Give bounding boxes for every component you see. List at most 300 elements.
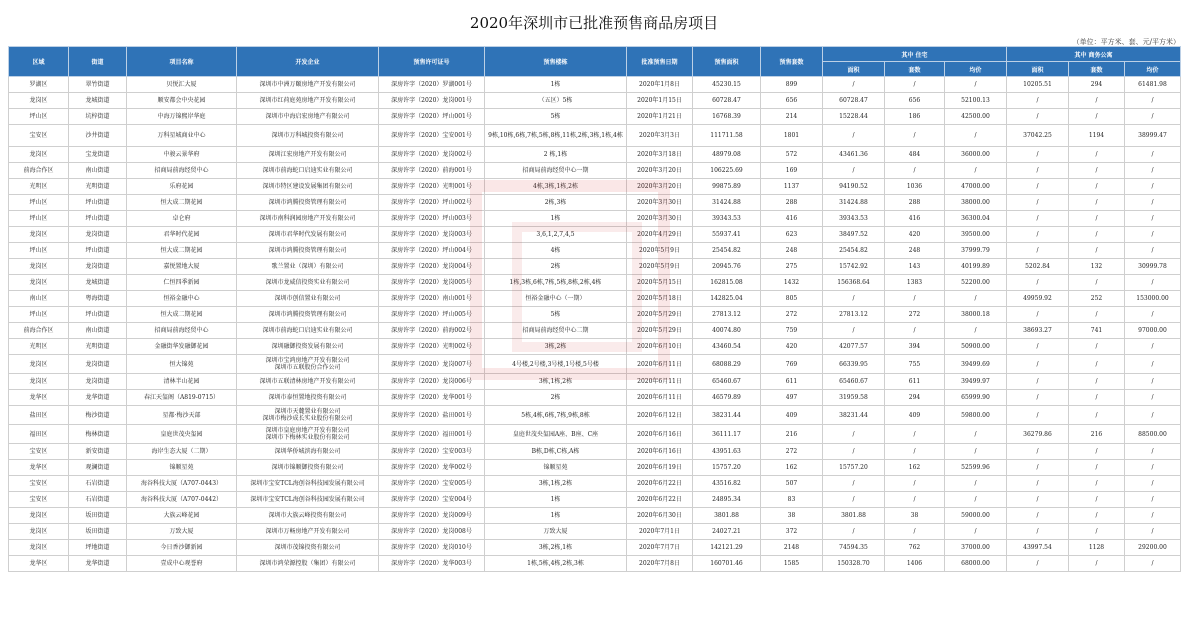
cell-district: 龙华区 xyxy=(9,556,69,572)
cell-res-area: / xyxy=(823,291,885,307)
cell-project: 锦顺星苑 xyxy=(127,460,237,476)
cell-res-area: / xyxy=(823,444,885,460)
cell-developer: 深圳市鸿腾投资管理有限公司 xyxy=(237,195,379,211)
cell-units: 572 xyxy=(761,147,823,163)
cell-res-units: 394 xyxy=(885,339,945,355)
cell-com-price: 30999.78 xyxy=(1125,259,1181,275)
cell-district: 宝安区 xyxy=(9,444,69,460)
cell-units: 420 xyxy=(761,339,823,355)
cell-street: 翠竹街道 xyxy=(69,77,127,93)
cell-com-area: / xyxy=(1007,93,1069,109)
cell-street: 粤海街道 xyxy=(69,291,127,307)
cell-res-units: 409 xyxy=(885,406,945,425)
cell-com-price: / xyxy=(1125,556,1181,572)
cell-project: 皇庭世茂央玺园 xyxy=(127,425,237,444)
cell-res-units: / xyxy=(885,291,945,307)
cell-units: 611 xyxy=(761,374,823,390)
cell-district: 前海合作区 xyxy=(9,163,69,179)
cell-units: 1585 xyxy=(761,556,823,572)
cell-units: 272 xyxy=(761,444,823,460)
cell-street: 梅沙街道 xyxy=(69,406,127,425)
cell-com-area: / xyxy=(1007,179,1069,195)
cell-res-area: / xyxy=(823,323,885,339)
cell-date: 2020年6月12日 xyxy=(627,406,693,425)
cell-com-units: 1128 xyxy=(1069,540,1125,556)
cell-buildings: 4栋 xyxy=(485,243,627,259)
cell-street: 光明街道 xyxy=(69,179,127,195)
cell-res-price: 37000.00 xyxy=(945,540,1007,556)
cell-buildings: 3栋,2栋 xyxy=(485,339,627,355)
cell-developer: 深圳市万畅房地产开发有限公司 xyxy=(237,524,379,540)
cell-date: 2020年6月16日 xyxy=(627,444,693,460)
cell-street: 龙城街道 xyxy=(69,275,127,291)
cell-date: 2020年7月1日 xyxy=(627,524,693,540)
cell-buildings: 3栋,2栋,1栋 xyxy=(485,540,627,556)
cell-res-price: / xyxy=(945,125,1007,147)
cell-district: 龙华区 xyxy=(9,390,69,406)
cell-res-units: / xyxy=(885,125,945,147)
cell-res-price: / xyxy=(945,524,1007,540)
table-row xyxy=(9,211,1181,227)
cell-units: 759 xyxy=(761,323,823,339)
cell-units: 372 xyxy=(761,524,823,540)
cell-com-units: / xyxy=(1069,243,1125,259)
cell-area: 43460.54 xyxy=(693,339,761,355)
cell-permit: 深房许字（2020）宝安005号 xyxy=(379,476,485,492)
cell-street: 坪山街道 xyxy=(69,211,127,227)
cell-units: 507 xyxy=(761,476,823,492)
cell-district: 龙岗区 xyxy=(9,508,69,524)
cell-com-area: 43997.54 xyxy=(1007,540,1069,556)
cell-buildings: 2 栋,1栋 xyxy=(485,147,627,163)
cell-com-price: / xyxy=(1125,355,1181,374)
cell-developer: 深圳市皇庭房地产开发有限公司 深圳市下梅林实业股份有限公司 xyxy=(237,425,379,444)
cell-res-price: 39500.00 xyxy=(945,227,1007,243)
cell-buildings: 3,6,1,2,7,4,5 xyxy=(485,227,627,243)
cell-com-units: / xyxy=(1069,492,1125,508)
cell-com-area: / xyxy=(1007,211,1069,227)
cell-developer: 歌兰置业（深圳）有限公司 xyxy=(237,259,379,275)
cell-district: 光明区 xyxy=(9,339,69,355)
cell-com-area: / xyxy=(1007,307,1069,323)
cell-permit: 深房许字（2020）龙岗006号 xyxy=(379,374,485,390)
cell-res-area: 15757.20 xyxy=(823,460,885,476)
cell-com-area: / xyxy=(1007,374,1069,390)
cell-buildings: 1栋,5栋,4栋,2栋,3栋 xyxy=(485,556,627,572)
cell-permit: 深房许字（2020）宝安003号 xyxy=(379,444,485,460)
header-area: 预售面积 xyxy=(693,47,761,77)
cell-project: 仁恒四季新园 xyxy=(127,275,237,291)
cell-permit: 深房许字（2020）龙岗004号 xyxy=(379,259,485,275)
cell-permit: 深房许字（2020）坪山003号 xyxy=(379,211,485,227)
cell-developer: 深圳市前海蛇口启迪实业有限公司 xyxy=(237,323,379,339)
cell-res-price: / xyxy=(945,444,1007,460)
cell-date: 2020年5月15日 xyxy=(627,275,693,291)
cell-res-area: 27813.12 xyxy=(823,307,885,323)
cell-district: 坪山区 xyxy=(9,109,69,125)
cell-com-area: / xyxy=(1007,390,1069,406)
cell-permit: 深房许字（2020）龙岗008号 xyxy=(379,524,485,540)
cell-units: 83 xyxy=(761,492,823,508)
cell-street: 龙岗街道 xyxy=(69,374,127,390)
cell-area: 16768.39 xyxy=(693,109,761,125)
cell-date: 2020年3月20日 xyxy=(627,179,693,195)
cell-permit: 深房许字（2020）龙岗009号 xyxy=(379,508,485,524)
cell-res-units: 1036 xyxy=(885,179,945,195)
cell-com-area: / xyxy=(1007,243,1069,259)
cell-res-area: 66339.95 xyxy=(823,355,885,374)
cell-com-price: / xyxy=(1125,508,1181,524)
cell-developer: 深圳市中洲万颐房地产开发有限公司 xyxy=(237,77,379,93)
cell-com-area: / xyxy=(1007,444,1069,460)
cell-com-price: / xyxy=(1125,444,1181,460)
cell-permit: 深房许字（2020）龙华002号 xyxy=(379,460,485,476)
cell-area: 160701.46 xyxy=(693,556,761,572)
cell-res-units: 272 xyxy=(885,307,945,323)
cell-area: 38231.44 xyxy=(693,406,761,425)
cell-street: 宝龙街道 xyxy=(69,147,127,163)
cell-developer: 深圳市创信置业有限公司 xyxy=(237,291,379,307)
table-row xyxy=(9,275,1181,291)
cell-res-price: 59000.00 xyxy=(945,508,1007,524)
cell-buildings: 5栋,4栋,6栋,7栋,9栋,8栋 xyxy=(485,406,627,425)
cell-street: 龙岗街道 xyxy=(69,355,127,374)
cell-date: 2020年6月11日 xyxy=(627,390,693,406)
cell-res-price: / xyxy=(945,425,1007,444)
table-row xyxy=(9,291,1181,307)
cell-com-units: / xyxy=(1069,406,1125,425)
cell-district: 宝安区 xyxy=(9,492,69,508)
cell-res-price: / xyxy=(945,77,1007,93)
cell-com-units: / xyxy=(1069,374,1125,390)
table-row xyxy=(9,374,1181,390)
cell-district: 坪山区 xyxy=(9,307,69,323)
cell-permit: 深房许字（2020）龙华001号 xyxy=(379,390,485,406)
cell-permit: 深房许字（2020）龙岗003号 xyxy=(379,227,485,243)
cell-area: 20945.76 xyxy=(693,259,761,275)
cell-district: 龙岗区 xyxy=(9,227,69,243)
cell-buildings: 万致大厦 xyxy=(485,524,627,540)
cell-com-units: / xyxy=(1069,163,1125,179)
cell-buildings: 4栋,3栋,1栋,2栋 xyxy=(485,179,627,195)
cell-units: 2148 xyxy=(761,540,823,556)
cell-buildings: 1栋,3栋,6栋,7栋,5栋,8栋,2栋,4栋 xyxy=(485,275,627,291)
cell-com-price: 88500.00 xyxy=(1125,425,1181,444)
cell-res-price: 59800.00 xyxy=(945,406,1007,425)
table-row xyxy=(9,339,1181,355)
cell-res-area: 60728.47 xyxy=(823,93,885,109)
cell-area: 27813.12 xyxy=(693,307,761,323)
cell-date: 2020年7月8日 xyxy=(627,556,693,572)
cell-developer: 深圳华侨城滨海有限公司 xyxy=(237,444,379,460)
cell-buildings: 2栋 xyxy=(485,259,627,275)
cell-buildings: 5栋 xyxy=(485,109,627,125)
cell-units: 275 xyxy=(761,259,823,275)
cell-date: 2020年6月19日 xyxy=(627,460,693,476)
cell-res-area: 150328.70 xyxy=(823,556,885,572)
cell-res-units: / xyxy=(885,425,945,444)
cell-developer: 深圳市南科润园房地产开发有限公司 xyxy=(237,211,379,227)
cell-units: 899 xyxy=(761,77,823,93)
cell-res-units: / xyxy=(885,163,945,179)
cell-area: 60728.47 xyxy=(693,93,761,109)
cell-com-area: / xyxy=(1007,460,1069,476)
cell-com-units: 252 xyxy=(1069,291,1125,307)
cell-buildings: 招商局前海经贸中心一期 xyxy=(485,163,627,179)
cell-res-price: 68000.00 xyxy=(945,556,1007,572)
cell-developer: 深圳市前海蛇口启迪实业有限公司 xyxy=(237,163,379,179)
cell-units: 216 xyxy=(761,425,823,444)
cell-buildings: 锦顺星苑 xyxy=(485,460,627,476)
cell-street: 坑梓街道 xyxy=(69,109,127,125)
cell-res-price: 38000.18 xyxy=(945,307,1007,323)
table-row xyxy=(9,147,1181,163)
cell-permit: 深房许字（2020）龙华003号 xyxy=(379,556,485,572)
cell-date: 2020年5月29日 xyxy=(627,307,693,323)
cell-permit: 深房许字（2020）坪山004号 xyxy=(379,243,485,259)
cell-res-price: 36000.00 xyxy=(945,147,1007,163)
cell-com-units: / xyxy=(1069,460,1125,476)
cell-com-units: / xyxy=(1069,93,1125,109)
cell-res-units: 186 xyxy=(885,109,945,125)
cell-com-units: / xyxy=(1069,147,1125,163)
cell-res-price: 37999.79 xyxy=(945,243,1007,259)
cell-res-price: 47000.00 xyxy=(945,179,1007,195)
cell-res-units: / xyxy=(885,492,945,508)
cell-com-price: / xyxy=(1125,307,1181,323)
cell-units: 272 xyxy=(761,307,823,323)
cell-buildings: 9栋,10栋,6栋,7栋,5栋,8栋,11栋,2栋,3栋,1栋,4栋 xyxy=(485,125,627,147)
cell-date: 2020年7月7日 xyxy=(627,540,693,556)
cell-res-units: 755 xyxy=(885,355,945,374)
cell-com-area: 37042.25 xyxy=(1007,125,1069,147)
cell-district: 坪山区 xyxy=(9,195,69,211)
cell-developer: 深圳市龙威信投资实业有限公司 xyxy=(237,275,379,291)
cell-area: 43516.82 xyxy=(693,476,761,492)
table-row xyxy=(9,259,1181,275)
table-row xyxy=(9,390,1181,406)
cell-date: 2020年1月15日 xyxy=(627,93,693,109)
cell-street: 坂田街道 xyxy=(69,524,127,540)
cell-project: 嘉悦置地大厦 xyxy=(127,259,237,275)
cell-com-units: / xyxy=(1069,390,1125,406)
cell-com-price: / xyxy=(1125,390,1181,406)
cell-res-area: / xyxy=(823,77,885,93)
cell-com-area: / xyxy=(1007,339,1069,355)
table-row xyxy=(9,492,1181,508)
cell-com-units: / xyxy=(1069,211,1125,227)
header-street: 街道 xyxy=(69,47,127,77)
cell-res-units: / xyxy=(885,524,945,540)
cell-com-units: / xyxy=(1069,444,1125,460)
cell-res-units: 248 xyxy=(885,243,945,259)
cell-units: 497 xyxy=(761,390,823,406)
cell-date: 2020年5月18日 xyxy=(627,291,693,307)
cell-district: 龙岗区 xyxy=(9,259,69,275)
cell-street: 新安街道 xyxy=(69,444,127,460)
cell-buildings: 4号楼,2号楼,3号楼,1号楼,5号楼 xyxy=(485,355,627,374)
cell-res-price: / xyxy=(945,291,1007,307)
cell-com-units: / xyxy=(1069,227,1125,243)
cell-project: 金融街华发融御花园 xyxy=(127,339,237,355)
cell-res-area: 42077.57 xyxy=(823,339,885,355)
cell-buildings: 皇庭世茂央玺园A座、B座、C座 xyxy=(485,425,627,444)
cell-developer: 深圳市宝安TCL海创谷科技园发展有限公司 xyxy=(237,476,379,492)
cell-res-area: 43461.36 xyxy=(823,147,885,163)
cell-developer: 深圳市君华时代发展有限公司 xyxy=(237,227,379,243)
cell-date: 2020年6月30日 xyxy=(627,508,693,524)
cell-date: 2020年6月22日 xyxy=(627,492,693,508)
cell-buildings: 5栋 xyxy=(485,307,627,323)
cell-project: 顺安都会中央花园 xyxy=(127,93,237,109)
cell-com-area: / xyxy=(1007,147,1069,163)
table-row xyxy=(9,125,1181,147)
cell-project: 恒大成二期花园 xyxy=(127,243,237,259)
cell-street: 坂田街道 xyxy=(69,508,127,524)
cell-com-units: / xyxy=(1069,355,1125,374)
cell-street: 坪山街道 xyxy=(69,243,127,259)
cell-developer: 深圳市万科城投资有限公司 xyxy=(237,125,379,147)
cell-date: 2020年3月30日 xyxy=(627,211,693,227)
cell-district: 南山区 xyxy=(9,291,69,307)
cell-developer: 深圳市特区建设发展集团有限公司 xyxy=(237,179,379,195)
cell-res-units: / xyxy=(885,323,945,339)
cell-area: 3801.88 xyxy=(693,508,761,524)
cell-res-price: / xyxy=(945,476,1007,492)
cell-com-area: / xyxy=(1007,195,1069,211)
cell-project: 卓仑府 xyxy=(127,211,237,227)
cell-com-units: / xyxy=(1069,339,1125,355)
cell-res-units: / xyxy=(885,476,945,492)
table-row xyxy=(9,444,1181,460)
table-row xyxy=(9,323,1181,339)
cell-project: 大族云峰花园 xyxy=(127,508,237,524)
cell-res-area: 74594.35 xyxy=(823,540,885,556)
cell-permit: 深房许字（2020）宝安001号 xyxy=(379,125,485,147)
cell-com-area: / xyxy=(1007,109,1069,125)
cell-date: 2020年6月11日 xyxy=(627,374,693,390)
cell-street: 坪山街道 xyxy=(69,195,127,211)
cell-developer: 深圳市五联清林房地产开发有限公司 xyxy=(237,374,379,390)
cell-street: 龙华街道 xyxy=(69,556,127,572)
cell-units: 162 xyxy=(761,460,823,476)
cell-units: 805 xyxy=(761,291,823,307)
cell-developer: 深圳市鸿腾投资管理有限公司 xyxy=(237,243,379,259)
table-row xyxy=(9,540,1181,556)
cell-res-price: 39499.69 xyxy=(945,355,1007,374)
cell-res-area: 39343.53 xyxy=(823,211,885,227)
cell-area: 46579.89 xyxy=(693,390,761,406)
cell-date: 2020年1月8日 xyxy=(627,77,693,93)
cell-project: 壹成中心观誉府 xyxy=(127,556,237,572)
cell-com-price: / xyxy=(1125,524,1181,540)
cell-units: 416 xyxy=(761,211,823,227)
cell-permit: 深房许字（2020）光明002号 xyxy=(379,339,485,355)
cell-com-price: 97000.00 xyxy=(1125,323,1181,339)
cell-res-area: / xyxy=(823,524,885,540)
cell-buildings: 3栋,1栋,2栋 xyxy=(485,374,627,390)
cell-buildings: 招商局前海经贸中心二期 xyxy=(485,323,627,339)
cell-com-price: / xyxy=(1125,109,1181,125)
cell-district: 龙华区 xyxy=(9,460,69,476)
cell-com-price: / xyxy=(1125,460,1181,476)
cell-street: 观澜街道 xyxy=(69,460,127,476)
cell-buildings: 1栋 xyxy=(485,211,627,227)
cell-developer: 深圳市天麓置业有限公司 深圳市梅沙成长实业股份有限公司 xyxy=(237,406,379,425)
cell-res-units: 143 xyxy=(885,259,945,275)
cell-buildings: 1栋 xyxy=(485,508,627,524)
cell-res-area: 25454.82 xyxy=(823,243,885,259)
header-com-area: 面积 xyxy=(1007,62,1069,77)
cell-area: 31424.88 xyxy=(693,195,761,211)
unit-note: （单位：平方米、套、元/平方米） xyxy=(1072,38,1180,46)
cell-com-area: 5202.84 xyxy=(1007,259,1069,275)
cell-com-units: / xyxy=(1069,195,1125,211)
cell-project: 贝悦汇大厦 xyxy=(127,77,237,93)
cell-res-price: / xyxy=(945,323,1007,339)
cell-street: 梅林街道 xyxy=(69,425,127,444)
cell-area: 25454.82 xyxy=(693,243,761,259)
cell-date: 2020年5月9日 xyxy=(627,243,693,259)
table-row xyxy=(9,227,1181,243)
cell-units: 409 xyxy=(761,406,823,425)
cell-com-area: 10205.51 xyxy=(1007,77,1069,93)
cell-street: 坪山街道 xyxy=(69,307,127,323)
cell-buildings: 恒裕金融中心（一期） xyxy=(485,291,627,307)
cell-com-price: / xyxy=(1125,406,1181,425)
cell-developer: 深圳市鸿腾投资管理有限公司 xyxy=(237,307,379,323)
cell-project: 恒大成二期花园 xyxy=(127,195,237,211)
header-district: 区域 xyxy=(9,47,69,77)
cell-developer: 深圳融御投资发展有限公司 xyxy=(237,339,379,355)
cell-date: 2020年6月11日 xyxy=(627,355,693,374)
cell-permit: 深房许字（2020）宝安004号 xyxy=(379,492,485,508)
cell-date: 2020年6月16日 xyxy=(627,425,693,444)
page-title: 2020年深圳市已批准预售商品房项目 xyxy=(469,14,719,32)
cell-developer: 深圳市茂锦投资有限公司 xyxy=(237,540,379,556)
cell-units: 169 xyxy=(761,163,823,179)
cell-buildings: 2栋 xyxy=(485,390,627,406)
cell-res-units: 656 xyxy=(885,93,945,109)
cell-street: 石岩街道 xyxy=(69,476,127,492)
cell-area: 45230.15 xyxy=(693,77,761,93)
cell-district: 龙岗区 xyxy=(9,93,69,109)
cell-com-units: / xyxy=(1069,524,1125,540)
cell-res-price: / xyxy=(945,492,1007,508)
cell-permit: 深房许字（2020）龙岗001号 xyxy=(379,93,485,109)
cell-res-price: 40199.89 xyxy=(945,259,1007,275)
table-row xyxy=(9,355,1181,374)
cell-res-units: 162 xyxy=(885,460,945,476)
cell-res-price: 52599.96 xyxy=(945,460,1007,476)
header-com-units: 套数 xyxy=(1069,62,1125,77)
cell-res-price: 50900.00 xyxy=(945,339,1007,355)
cell-com-price: / xyxy=(1125,374,1181,390)
cell-com-price: / xyxy=(1125,211,1181,227)
cell-project: 乐府花园 xyxy=(127,179,237,195)
cell-street: 龙岗街道 xyxy=(69,259,127,275)
cell-res-area: 65460.67 xyxy=(823,374,885,390)
cell-district: 坪山区 xyxy=(9,243,69,259)
cell-district: 宝安区 xyxy=(9,476,69,492)
cell-units: 288 xyxy=(761,195,823,211)
cell-project: 恒大成二期花园 xyxy=(127,307,237,323)
header-res-price: 均价 xyxy=(945,62,1007,77)
cell-res-area: / xyxy=(823,163,885,179)
cell-res-area: / xyxy=(823,476,885,492)
cell-com-price: / xyxy=(1125,147,1181,163)
header-developer: 开发企业 xyxy=(237,47,379,77)
